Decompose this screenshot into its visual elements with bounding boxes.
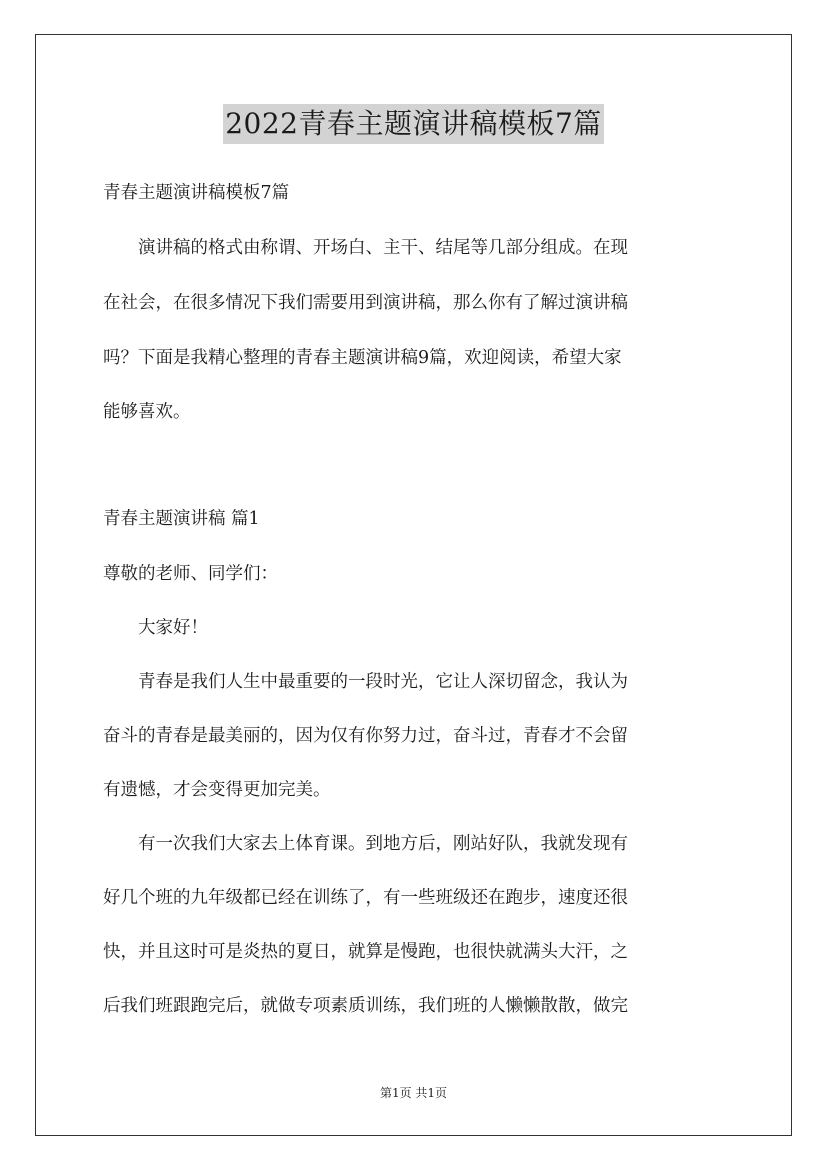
document-subtitle: 青春主题演讲稿模板7篇 bbox=[103, 183, 290, 203]
salutation: 尊敬的老师、同学们： bbox=[103, 564, 278, 584]
title-container bbox=[0, 104, 827, 144]
intro-line-4: 能够喜欢。 bbox=[103, 402, 191, 422]
paragraph1-line-2: 奋斗的青春是最美丽的，因为仅有你努力过，奋斗过，青春才不会留 bbox=[103, 726, 628, 746]
paragraph2-line-3: 快，并且这时可是炎热的夏日，就算是慢跑，也很快就满头大汗，之 bbox=[103, 942, 628, 962]
paragraph1-line-1: 青春是我们人生中最重要的一段时光，它让人深切留念，我认为 bbox=[103, 672, 628, 692]
document-title: 2022青春主题演讲稿模板7篇 bbox=[223, 104, 604, 144]
paragraph1-line-3: 有遗憾，才会变得更加完美。 bbox=[103, 780, 331, 800]
paragraph2-line-2: 好几个班的九年级都已经在训练了，有一些班级还在跑步，速度还很 bbox=[103, 888, 628, 908]
paragraph2-line-1: 有一次我们大家去上体育课。到地方后，刚站好队，我就发现有 bbox=[103, 834, 628, 854]
intro-line-3: 吗？下面是我精心整理的青春主题演讲稿9篇，欢迎阅读，希望大家 bbox=[103, 348, 622, 368]
intro-line-1: 演讲稿的格式由称谓、开场白、主干、结尾等几部分组成。在现 bbox=[103, 238, 628, 258]
intro-line-2: 在社会，在很多情况下我们需要用到演讲稿，那么你有了解过演讲稿 bbox=[103, 293, 628, 313]
page-footer: 第1页 共1页 bbox=[379, 1086, 448, 1100]
greeting: 大家好！ bbox=[103, 618, 208, 638]
section-heading: 青春主题演讲稿 篇1 bbox=[103, 509, 260, 529]
paragraph2-line-4: 后我们班跟跑完后，就做专项素质训练，我们班的人懒懒散散，做完 bbox=[103, 996, 628, 1016]
